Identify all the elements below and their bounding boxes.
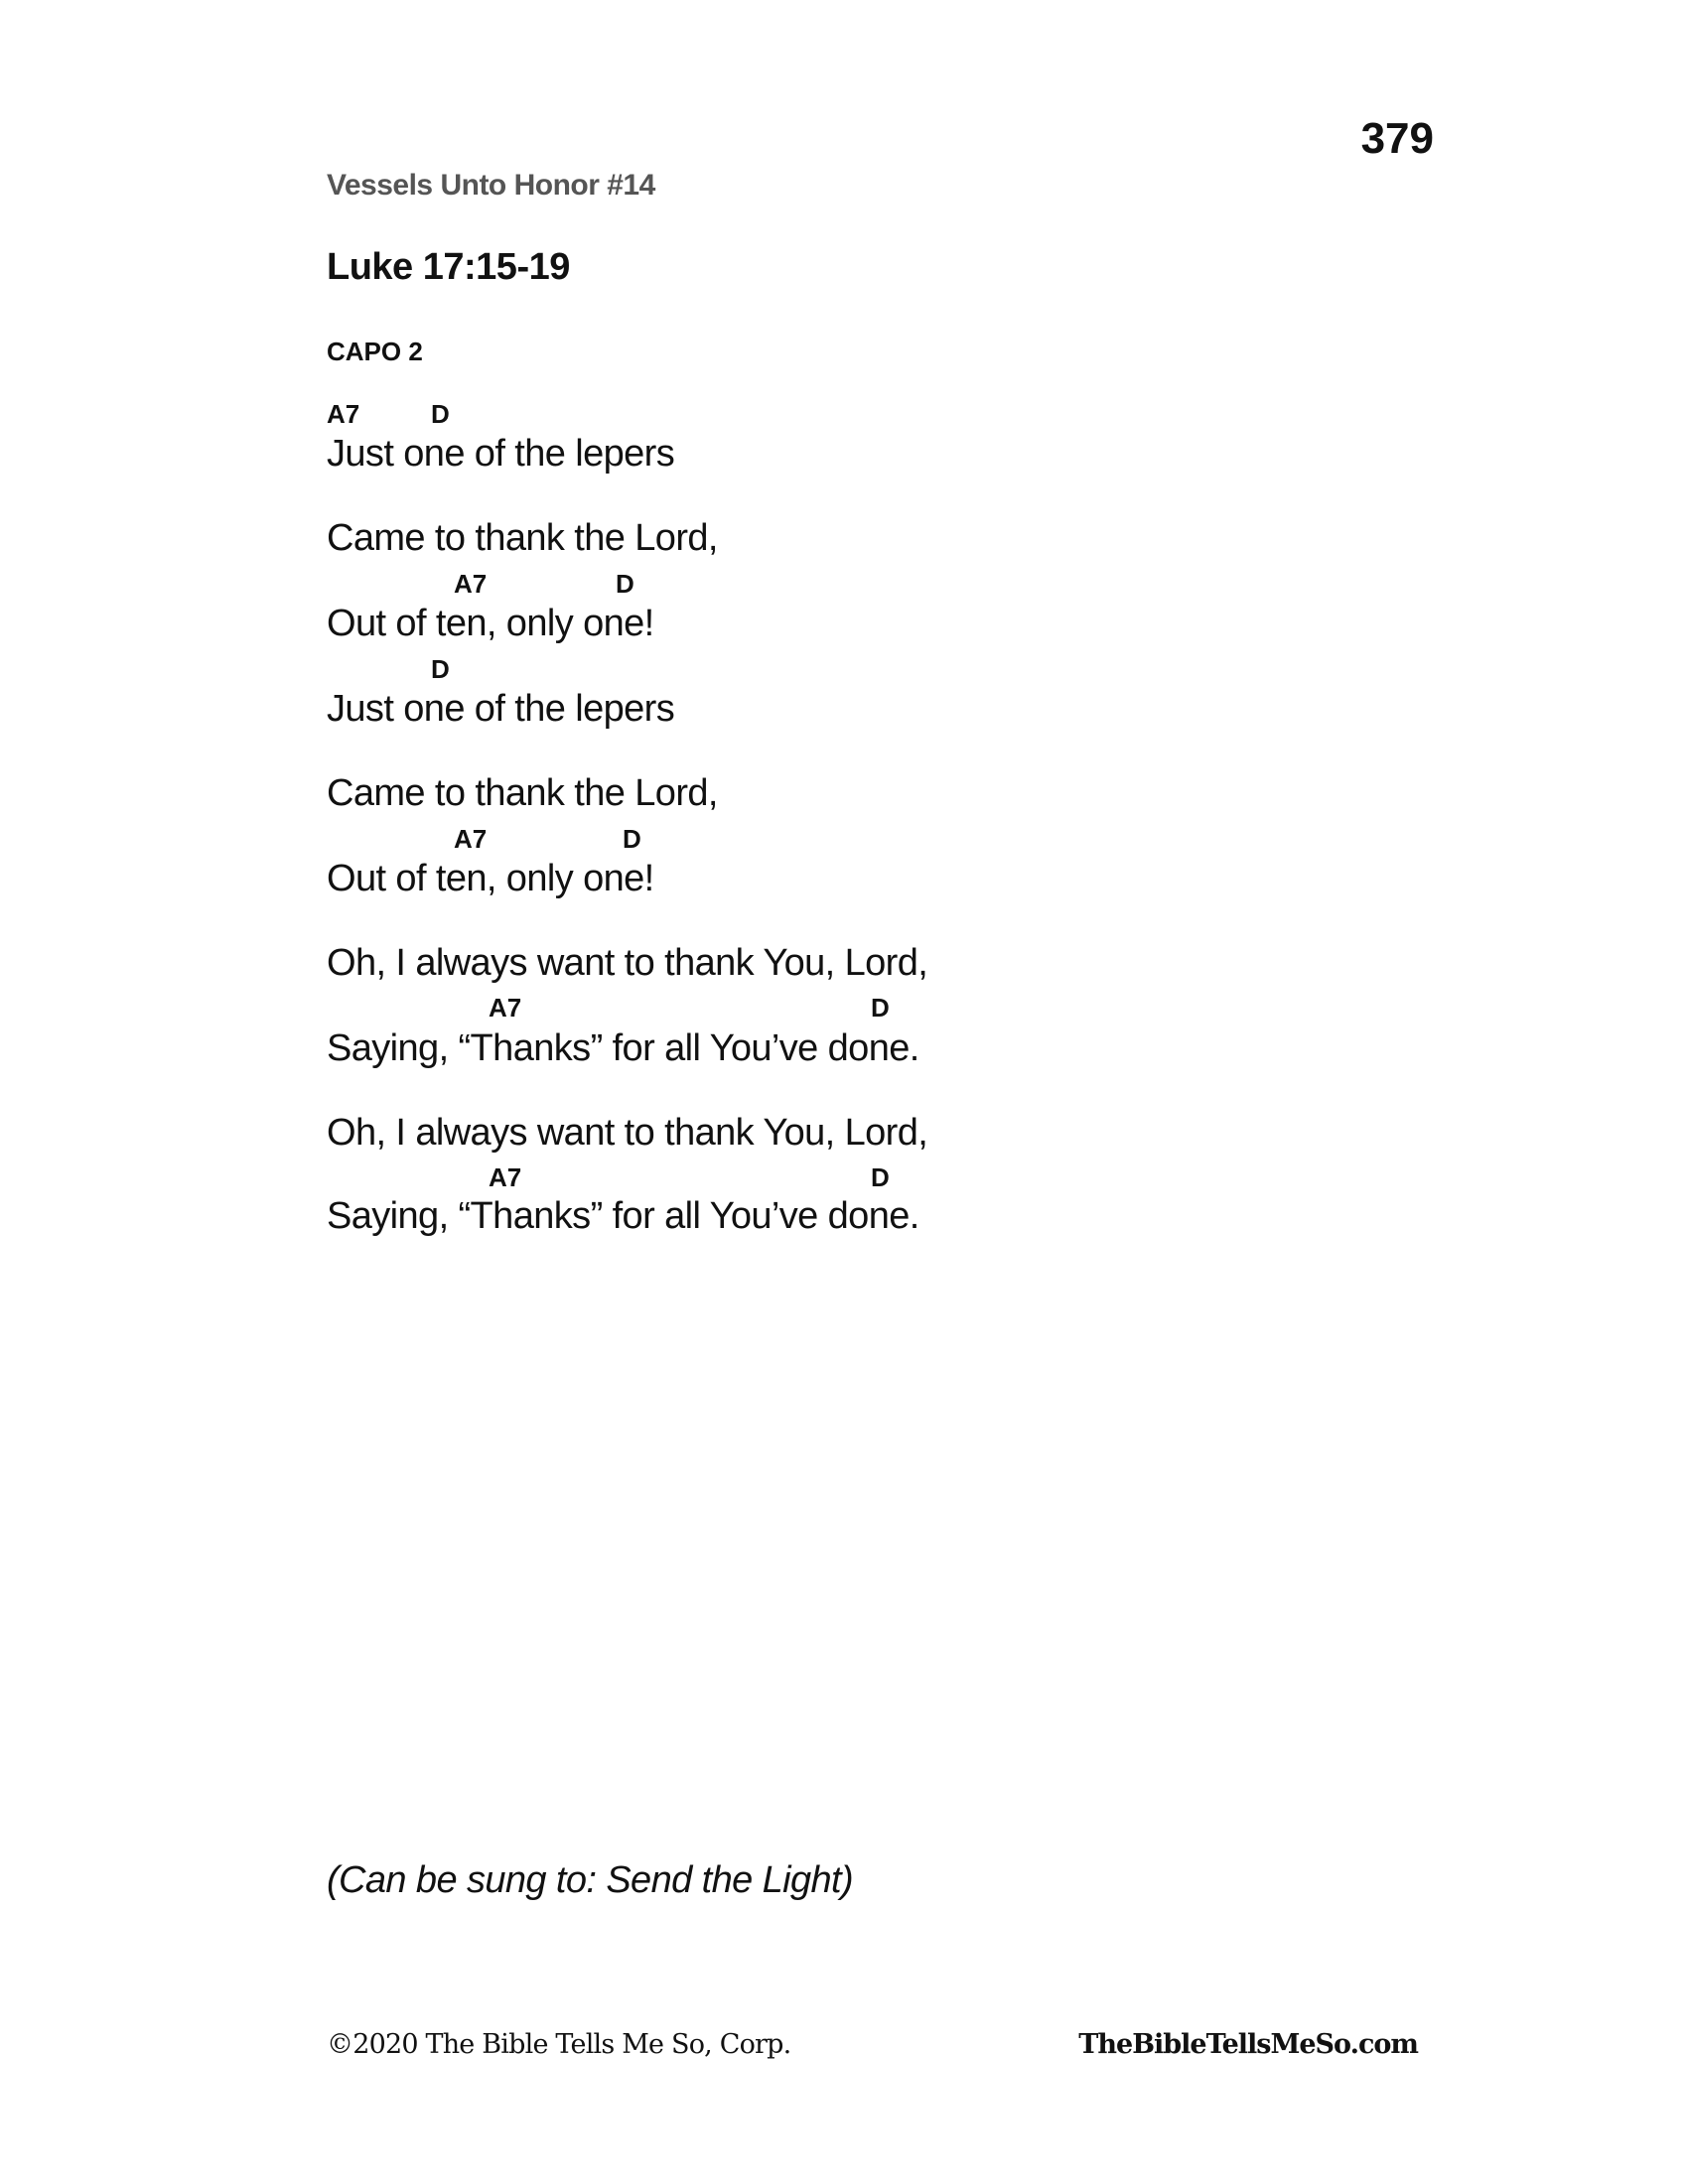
- capo-instruction: CAPO 2: [327, 337, 423, 366]
- lyric-line: Came to thank the Lord,: [327, 517, 718, 559]
- chord: A7: [489, 1162, 522, 1192]
- copyright-notice: ©2020 The Bible Tells Me So, Corp.: [327, 2029, 791, 2060]
- collection-subtitle: Vessels Unto Honor #14: [327, 169, 655, 202]
- chord: A7: [489, 993, 522, 1023]
- song-title: Luke 17:15-19: [327, 246, 570, 288]
- chord: D: [623, 824, 641, 854]
- lyric-line: Out of ten, only one!: [327, 858, 654, 899]
- chord: A7: [454, 824, 488, 854]
- lyric-line: Came to thank the Lord,: [327, 772, 718, 814]
- page-number: 379: [1360, 114, 1434, 163]
- lyric-line: Just one of the lepers: [327, 433, 675, 475]
- chord: D: [616, 569, 634, 599]
- lyric-line: Oh, I always want to thank You, Lord,: [327, 1112, 928, 1154]
- tune-caption: (Can be sung to: Send the Light): [327, 1859, 854, 1901]
- lyric-line: Oh, I always want to thank You, Lord,: [327, 942, 928, 984]
- chord: D: [871, 993, 890, 1023]
- website-link[interactable]: TheBibleTellsMeSo.com: [1078, 2029, 1418, 2060]
- chord: D: [431, 654, 450, 684]
- chord: D: [871, 1162, 890, 1192]
- chord: A7: [327, 399, 360, 429]
- chord: A7: [454, 569, 488, 599]
- lyric-line: Just one of the lepers: [327, 688, 675, 730]
- lyric-line: Saying, “Thanks” for all You’ve done.: [327, 1027, 919, 1069]
- lyric-line: Out of ten, only one!: [327, 603, 654, 644]
- chord: D: [431, 399, 450, 429]
- lyric-line: Saying, “Thanks” for all You’ve done.: [327, 1195, 919, 1237]
